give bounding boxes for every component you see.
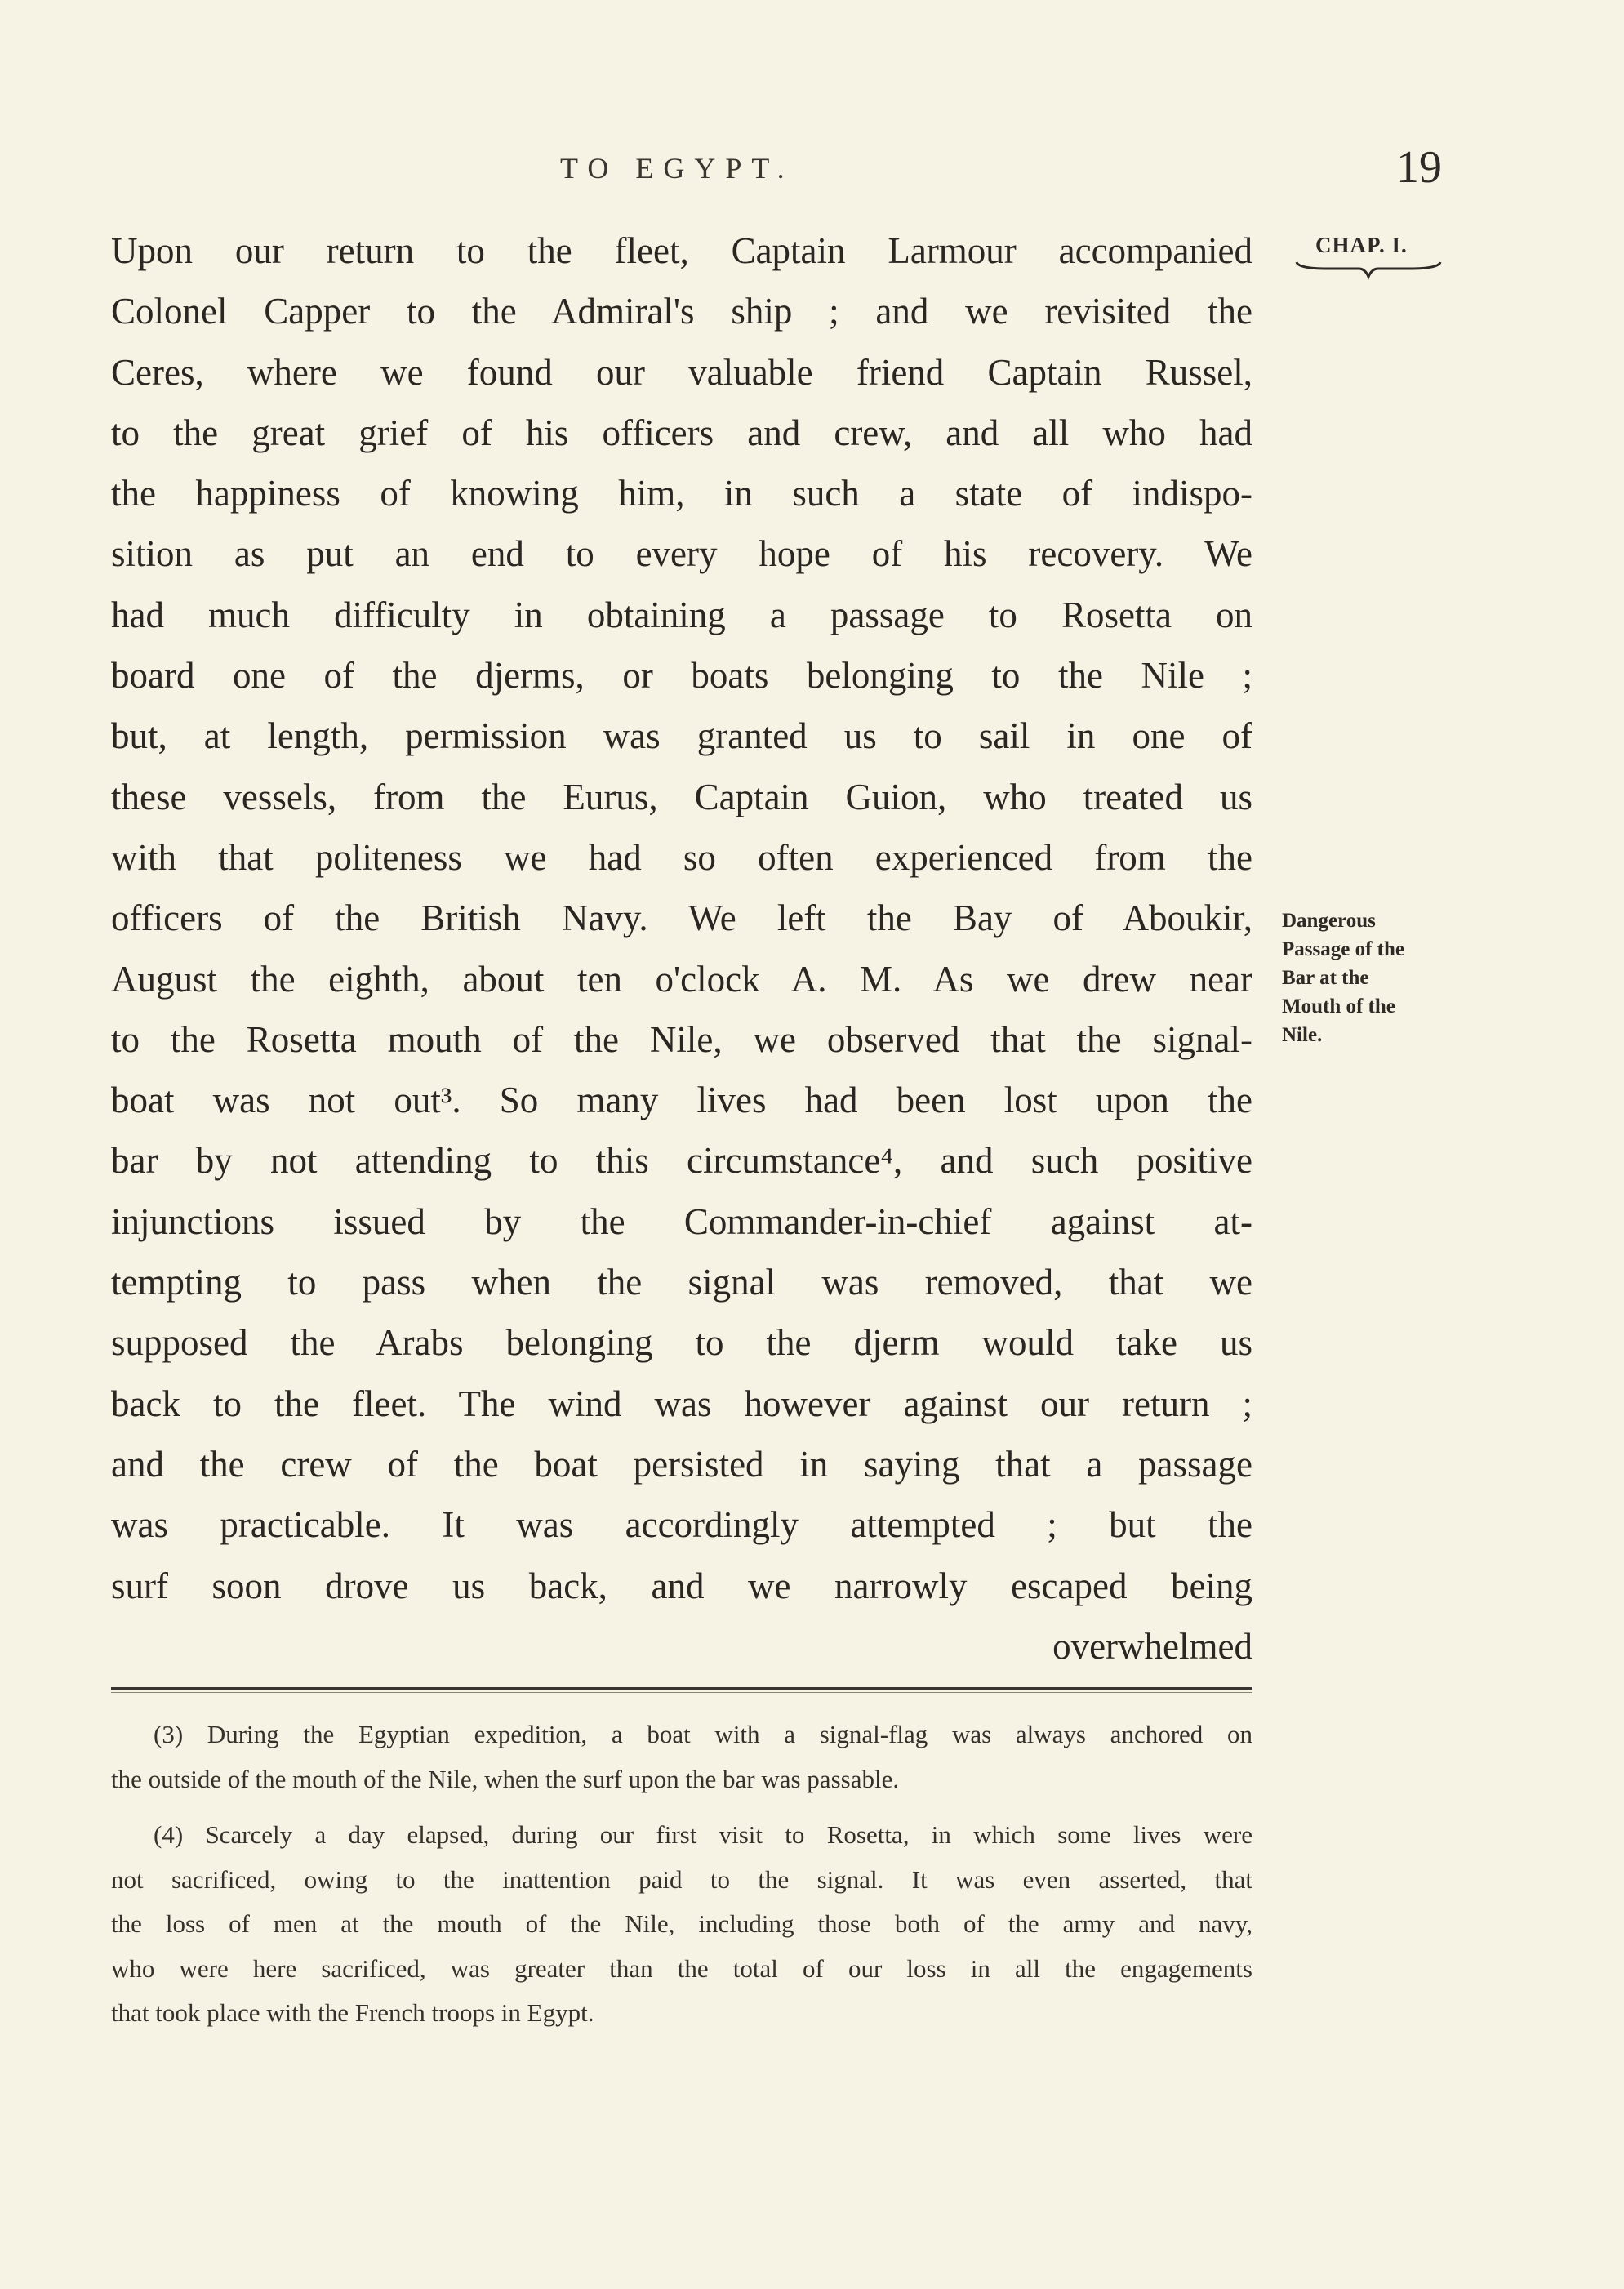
body-line: surf soon drove us back, and we narrowly escaped being (111, 1565, 1252, 1606)
body-line: to the great grief of his officers and crew, and all who had (111, 412, 1252, 453)
body-line: injunctions issued by the Commander-in-chief against at- (111, 1200, 1252, 1242)
footnote-line: the loss of men at the mouth of the Nile, including those both of the army and navy, (111, 1909, 1252, 1938)
footnote-3 (111, 1712, 1252, 1801)
body-line: tempting to pass when the signal was removed, that we (111, 1262, 1252, 1303)
chapter-brace-icon (1295, 261, 1442, 280)
margin-note-line: Bar at the (1282, 967, 1369, 989)
body-line: had much difficulty in obtaining a passage to Rosetta on (111, 594, 1252, 635)
footnote-line: not sacrificed, owing to the inattention paid to the signal. It was even asserted, that (111, 1864, 1252, 1894)
footnote-line: that took place with the French troops in Egypt. (111, 1998, 594, 2027)
body-line: sition as put an end to every hope of his recovery. We (111, 533, 1252, 575)
margin-note-line: Nile. (1282, 1024, 1323, 1046)
footnote-line: (4) Scarcely a day elapsed, during our first visit to Rosetta, in which some lives were (154, 1820, 1252, 1849)
body-line: with that politeness we had so often experienced from the (111, 836, 1252, 878)
page-number: 19 (1396, 142, 1442, 193)
body-line: Upon our return to the fleet, Captain Larmour accompanied (111, 230, 1252, 271)
body-line: board one of the djerms, or boats belonging to the Nile ; (111, 655, 1252, 697)
chapter-marker (1295, 233, 1442, 290)
chapter-label: CHAP. I. (1315, 233, 1408, 257)
body-line: these vessels, from the Eurus, Captain Guion, who treated us (111, 776, 1252, 817)
body-line: supposed the Arabs belonging to the djerm would take us (111, 1322, 1252, 1364)
body-line: boat was not out³. So many lives had been lost upon the (111, 1080, 1252, 1121)
body-line: August the eighth, about ten o'clock A. M. As we drew near (111, 958, 1252, 1000)
footnote-line: (3) During the Egyptian expedition, a boat with a signal-flag was always anchored on (154, 1720, 1252, 1748)
margin-note (1282, 906, 1462, 1049)
margin-note-line: Mouth of the (1282, 995, 1395, 1018)
body-line: Colonel Capper to the Admiral's ship ; and we revisited the (111, 291, 1252, 332)
margin-note-line: Passage of the (1282, 938, 1404, 960)
body-text (111, 220, 1252, 1677)
body-line: but, at length, permission was granted us to sail in one of (111, 715, 1252, 757)
footnote-line: who were here sacrificed, was greater than the total of our loss in all the engagements (111, 1953, 1252, 1983)
catchword: overwhelmed (1052, 1625, 1252, 1667)
running-head (0, 142, 1624, 193)
footnotes (111, 1712, 1252, 2036)
body-line: back to the fleet. The wind was however against our return ; (111, 1383, 1252, 1424)
body-line: bar by not attending to this circumstance⁴, and such positive (111, 1140, 1252, 1182)
body-line: officers of the British Navy. We left the Bay of Aboukir, (111, 897, 1252, 939)
body-line: Ceres, where we found our valuable friend Captain Russel, (111, 351, 1252, 393)
body-line: the happiness of knowing him, in such a state of indispo- (111, 473, 1252, 514)
footnote-4 (111, 1813, 1252, 2036)
running-head-title: TO EGYPT. (560, 152, 794, 185)
body-line: and the crew of the boat persisted in saying that a passage (111, 1443, 1252, 1485)
footnote-line: the outside of the mouth of the Nile, when the surf upon the bar was passable. (111, 1764, 900, 1793)
body-line: was practicable. It was accordingly attempted ; but the (111, 1504, 1252, 1546)
body-line: to the Rosetta mouth of the Nile, we observed that the signal- (111, 1018, 1252, 1060)
margin-note-line: Dangerous (1282, 910, 1376, 932)
footnote-divider (111, 1687, 1252, 1690)
